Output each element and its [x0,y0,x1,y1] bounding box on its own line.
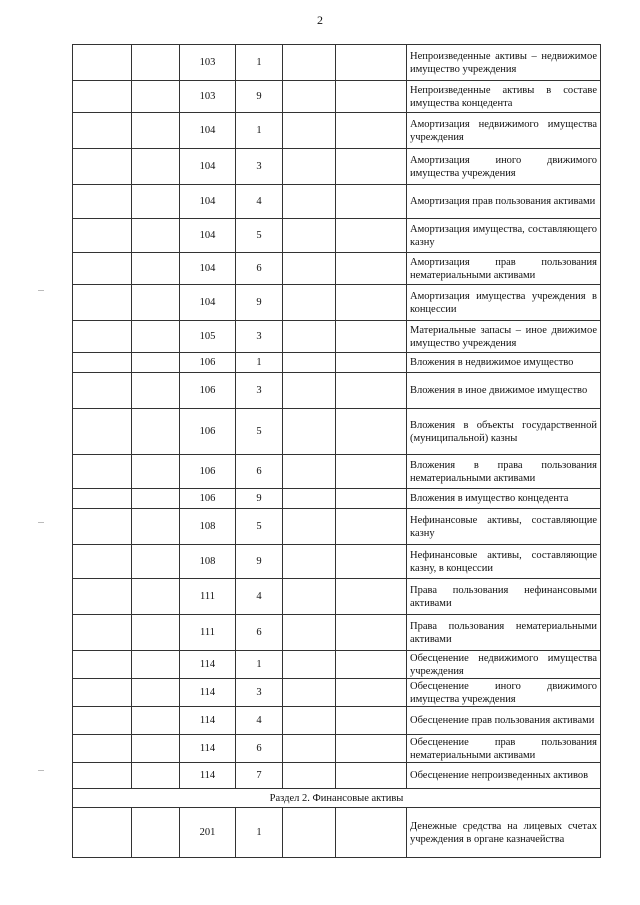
empty-cell [283,615,336,651]
empty-cell [283,545,336,579]
empty-cell [336,81,407,113]
empty-cell [283,763,336,789]
empty-cell [283,373,336,409]
empty-cell [132,149,180,185]
empty-cell [283,45,336,81]
empty-cell [132,185,180,219]
account-name-cell: Обесценение иного движимого имущества учреждения [407,679,601,707]
empty-cell [132,509,180,545]
account-name-cell: Амортизация прав пользования нематериальными активами [407,253,601,285]
table-row [73,509,601,545]
account-name-cell: Вложения в иное движимое имущество [407,373,601,409]
account-name-cell: Обесценение непроизведенных активов [407,763,601,789]
empty-cell [336,489,407,509]
account-name-cell: Нефинансовые активы, составляющие казну [407,509,601,545]
empty-cell [73,509,132,545]
table-row [73,253,601,285]
empty-cell [132,409,180,455]
empty-cell [132,679,180,707]
account-name-cell: Вложения в права пользования нематериальными активами [407,455,601,489]
empty-cell [336,113,407,149]
table-body-nonfinancial [73,45,601,789]
empty-cell [132,545,180,579]
account-code-cell: 201 [180,808,236,858]
sub-code-cell: 7 [236,763,283,789]
empty-cell [73,579,132,615]
account-code-cell: 106 [180,489,236,509]
margin-mark [38,290,44,291]
empty-cell [132,321,180,353]
empty-cell [132,285,180,321]
empty-cell [73,185,132,219]
empty-cell [73,707,132,735]
table-row [73,707,601,735]
empty-cell [73,763,132,789]
account-name-cell: Вложения в недвижимое имущество [407,353,601,373]
empty-cell [336,808,407,858]
empty-cell [283,579,336,615]
sub-code-cell: 3 [236,679,283,707]
empty-cell [73,353,132,373]
empty-cell [132,707,180,735]
table-row [73,409,601,455]
sub-code-cell: 6 [236,615,283,651]
empty-cell [283,253,336,285]
empty-cell [73,455,132,489]
table-row [73,735,601,763]
table-row [73,455,601,489]
account-name-cell: Амортизация имущества, составляющего казну [407,219,601,253]
account-name-cell: Вложения в объекты государственной (муниципальной) казны [407,409,601,455]
table-row [73,615,601,651]
account-code-cell: 104 [180,185,236,219]
table-row [73,489,601,509]
sub-code-cell: 9 [236,489,283,509]
empty-cell [283,149,336,185]
sub-code-cell: 6 [236,455,283,489]
empty-cell [73,545,132,579]
sub-code-cell: 5 [236,509,283,545]
account-name-cell: Вложения в имущество концедента [407,489,601,509]
sub-code-cell: 6 [236,253,283,285]
account-code-cell: 105 [180,321,236,353]
account-code-cell: 103 [180,81,236,113]
empty-cell [336,373,407,409]
account-name-cell: Амортизация имущества учреждения в концессии [407,285,601,321]
empty-cell [132,45,180,81]
table-row [73,113,601,149]
section-row [73,789,601,808]
empty-cell [336,149,407,185]
account-name-cell: Денежные средства на лицевых счетах учреждения в органе казначейства [407,808,601,858]
account-code-cell: 106 [180,353,236,373]
empty-cell [283,353,336,373]
empty-cell [336,707,407,735]
sub-code-cell: 1 [236,353,283,373]
empty-cell [336,409,407,455]
account-code-cell: 114 [180,763,236,789]
account-code-cell: 104 [180,149,236,185]
table-row [73,579,601,615]
empty-cell [132,735,180,763]
table-row [73,679,601,707]
section2-title: Раздел 2. Финансовые активы [73,789,601,808]
account-code-cell: 108 [180,509,236,545]
empty-cell [73,409,132,455]
empty-cell [73,489,132,509]
table-row [73,219,601,253]
table-row [73,321,601,353]
sub-code-cell: 4 [236,707,283,735]
empty-cell [132,219,180,253]
empty-cell [336,45,407,81]
account-code-cell: 104 [180,285,236,321]
account-code-cell: 106 [180,409,236,455]
empty-cell [132,808,180,858]
account-name-cell: Права пользования нефинансовыми активами [407,579,601,615]
empty-cell [336,735,407,763]
page-number: 2 [317,13,323,27]
table-row [73,373,601,409]
account-name-cell: Непроизведенные активы – недвижимое имущество учреждения [407,45,601,81]
sub-code-cell: 6 [236,735,283,763]
table-body-section-header [73,789,601,808]
empty-cell [336,763,407,789]
table-row [73,808,601,858]
empty-cell [132,651,180,679]
sub-code-cell: 5 [236,409,283,455]
account-code-cell: 114 [180,735,236,763]
empty-cell [132,489,180,509]
empty-cell [73,321,132,353]
account-code-cell: 108 [180,545,236,579]
empty-cell [73,651,132,679]
accounts-table [72,44,601,858]
empty-cell [283,81,336,113]
account-code-cell: 104 [180,253,236,285]
empty-cell [73,735,132,763]
sub-code-cell: 4 [236,579,283,615]
account-name-cell: Непроизведенные активы в составе имущества концедента [407,81,601,113]
empty-cell [336,253,407,285]
empty-cell [132,113,180,149]
empty-cell [283,707,336,735]
margin-mark [38,522,44,523]
empty-cell [336,679,407,707]
account-name-cell: Обесценение прав пользования нематериальными активами [407,735,601,763]
account-code-cell: 111 [180,579,236,615]
account-name-cell: Права пользования нематериальными активами [407,615,601,651]
account-code-cell: 106 [180,373,236,409]
sub-code-cell: 9 [236,545,283,579]
table-row [73,545,601,579]
sub-code-cell: 4 [236,185,283,219]
empty-cell [132,81,180,113]
empty-cell [283,409,336,455]
table-row [73,81,601,113]
empty-cell [73,615,132,651]
account-name-cell: Материальные запасы – иное движимое имущество учреждения [407,321,601,353]
account-name-cell: Амортизация иного движимого имущества учреждения [407,149,601,185]
account-name-cell: Обесценение прав пользования активами [407,707,601,735]
empty-cell [336,185,407,219]
sub-code-cell: 3 [236,149,283,185]
empty-cell [132,615,180,651]
empty-cell [283,489,336,509]
table-row [73,353,601,373]
empty-cell [132,353,180,373]
margin-mark [38,770,44,771]
empty-cell [336,651,407,679]
empty-cell [336,455,407,489]
empty-cell [132,373,180,409]
empty-cell [283,321,336,353]
sub-code-cell: 9 [236,81,283,113]
sub-code-cell: 1 [236,808,283,858]
empty-cell [336,219,407,253]
empty-cell [336,285,407,321]
table-row [73,185,601,219]
account-code-cell: 114 [180,679,236,707]
sub-code-cell: 1 [236,113,283,149]
table-row [73,149,601,185]
sub-code-cell: 9 [236,285,283,321]
account-name-cell: Амортизация недвижимого имущества учреждения [407,113,601,149]
account-code-cell: 103 [180,45,236,81]
table-body-financial [73,808,601,858]
empty-cell [73,373,132,409]
table-row [73,763,601,789]
empty-cell [283,735,336,763]
empty-cell [73,81,132,113]
empty-cell [283,509,336,545]
account-name-cell: Нефинансовые активы, составляющие казну, в концессии [407,545,601,579]
account-code-cell: 104 [180,113,236,149]
empty-cell [73,808,132,858]
account-code-cell: 104 [180,219,236,253]
empty-cell [73,285,132,321]
empty-cell [73,45,132,81]
empty-cell [336,321,407,353]
account-code-cell: 114 [180,707,236,735]
empty-cell [73,253,132,285]
account-name-cell: Амортизация прав пользования активами [407,185,601,219]
empty-cell [283,679,336,707]
empty-cell [336,545,407,579]
sub-code-cell: 5 [236,219,283,253]
sub-code-cell: 1 [236,651,283,679]
sub-code-cell: 1 [236,45,283,81]
empty-cell [283,455,336,489]
empty-cell [336,353,407,373]
empty-cell [336,615,407,651]
empty-cell [132,579,180,615]
table-row [73,45,601,81]
table-row [73,651,601,679]
empty-cell [132,455,180,489]
account-code-cell: 114 [180,651,236,679]
empty-cell [73,219,132,253]
empty-cell [132,763,180,789]
empty-cell [73,113,132,149]
empty-cell [73,679,132,707]
empty-cell [73,149,132,185]
sub-code-cell: 3 [236,321,283,353]
empty-cell [336,509,407,545]
account-code-cell: 106 [180,455,236,489]
account-code-cell: 111 [180,615,236,651]
empty-cell [132,253,180,285]
empty-cell [283,285,336,321]
account-name-cell: Обесценение недвижимого имущества учреждения [407,651,601,679]
empty-cell [283,808,336,858]
empty-cell [283,113,336,149]
table-row [73,285,601,321]
sub-code-cell: 3 [236,373,283,409]
empty-cell [283,651,336,679]
empty-cell [283,219,336,253]
empty-cell [283,185,336,219]
empty-cell [336,579,407,615]
